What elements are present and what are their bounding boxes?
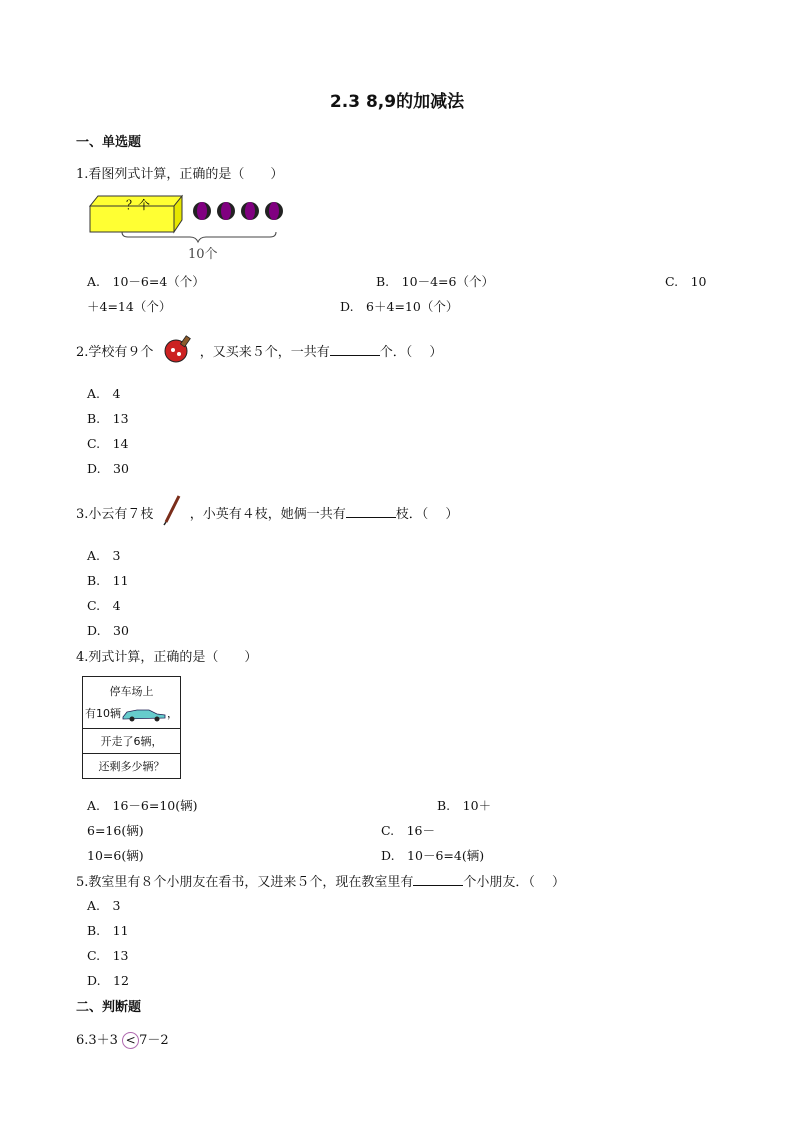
question-1-figure xyxy=(82,192,292,264)
q1-option-b[interactable]: B. 10－4=6（个） xyxy=(376,274,494,289)
q2-option-d[interactable]: D. 30 xyxy=(87,461,129,476)
q3-option-b[interactable]: B. 11 xyxy=(87,573,129,588)
table-row-1-line-2 xyxy=(83,705,180,722)
q4-option-c[interactable]: C. 16－ xyxy=(381,823,435,838)
section-judgment: 二、判断题 xyxy=(76,1000,142,1015)
pencil-icon xyxy=(160,494,184,526)
q2-stem-a: 2.学校有９个 xyxy=(76,345,154,360)
brace-label: 10个 xyxy=(188,247,218,262)
ball-2 xyxy=(217,202,235,220)
q6-comparison-symbol: < xyxy=(122,1032,139,1049)
q1-option-d[interactable]: D. 6＋4=10（个） xyxy=(340,299,459,314)
q4-option-b-cont: 6=16(辆) xyxy=(87,823,144,838)
table-row-1-line-1: 停车场上 xyxy=(109,685,154,698)
parking-table xyxy=(82,676,181,779)
q1-option-c[interactable]: C. 10 xyxy=(665,274,707,289)
q5-option-b[interactable]: B. 11 xyxy=(87,923,129,938)
q4-option-b[interactable]: B. 10＋ xyxy=(437,798,492,813)
balls xyxy=(193,202,283,220)
ball-1 xyxy=(193,202,211,220)
car-icon xyxy=(121,706,167,722)
q5-option-a[interactable]: A. 3 xyxy=(87,898,121,913)
q2-option-a[interactable]: A. 4 xyxy=(87,386,121,401)
q2-stem-c: 个．（ ） xyxy=(379,345,443,360)
q5-option-c[interactable]: C. 13 xyxy=(87,948,129,963)
ball-4 xyxy=(265,202,283,220)
question-6 xyxy=(76,1029,169,1049)
q2-stem-b: ，又买来５个，一共有 xyxy=(199,345,330,360)
q5-option-d[interactable]: D. 12 xyxy=(87,973,129,988)
question-3-stem xyxy=(76,503,458,526)
q3-stem-a: 3.小云有７枝 xyxy=(76,507,154,522)
q5-stem-a: 5.教室里有８个小朋友在看书，又进来５个，现在教室里有 xyxy=(76,875,414,890)
q2-option-c[interactable]: C. 14 xyxy=(87,436,129,451)
q2-option-b[interactable]: B. 13 xyxy=(87,411,129,426)
q4-option-c-cont: 10=6(辆) xyxy=(87,848,144,863)
question-1-stem: 1.看图列式计算，正确的是（ ） xyxy=(76,167,284,182)
q6-right: 7－2 xyxy=(139,1033,169,1048)
q5-blank xyxy=(413,873,463,886)
q3-option-d[interactable]: D. 30 xyxy=(87,623,129,638)
ball-3 xyxy=(241,202,259,220)
q1-option-a[interactable]: A. 10－6=4（个） xyxy=(87,274,205,289)
question-2-stem xyxy=(76,341,442,364)
q4-option-d[interactable]: D. 10－6=4(辆) xyxy=(381,848,485,863)
q6-left: 6.3＋3 xyxy=(76,1033,118,1048)
question-5-stem xyxy=(76,871,565,890)
q3-option-a[interactable]: A. 3 xyxy=(87,548,121,563)
block-label: ？个 xyxy=(126,198,151,212)
question-4-stem: 4.列式计算，正确的是（ ） xyxy=(76,650,258,665)
q3-option-c[interactable]: C. 4 xyxy=(87,598,121,613)
section-single-choice: 一、单选题 xyxy=(76,135,142,150)
brace xyxy=(122,232,276,242)
q4-option-a[interactable]: A. 16－6=10(辆) xyxy=(87,798,198,813)
page-title: 2.3 8,9的加减法 xyxy=(329,92,465,112)
q2-blank xyxy=(330,343,380,356)
q3-blank xyxy=(346,505,396,518)
table-row-3: 还剩多少辆？ xyxy=(83,754,181,779)
table-row-1-comma: ， xyxy=(167,707,178,720)
q3-stem-c: 枝．（ ） xyxy=(395,507,459,522)
table-row-1 xyxy=(83,677,181,729)
q5-stem-b: 个小朋友．（ ） xyxy=(463,875,566,890)
table-row-2: 开走了6辆， xyxy=(83,729,181,754)
q3-stem-b: ，小英有４枝，她俩一共有 xyxy=(189,507,346,522)
q1-option-c-cont: ＋4=14（个） xyxy=(87,299,172,314)
table-row-1-text: 有10辆 xyxy=(85,707,121,720)
ping-pong-paddle-icon xyxy=(160,332,194,364)
